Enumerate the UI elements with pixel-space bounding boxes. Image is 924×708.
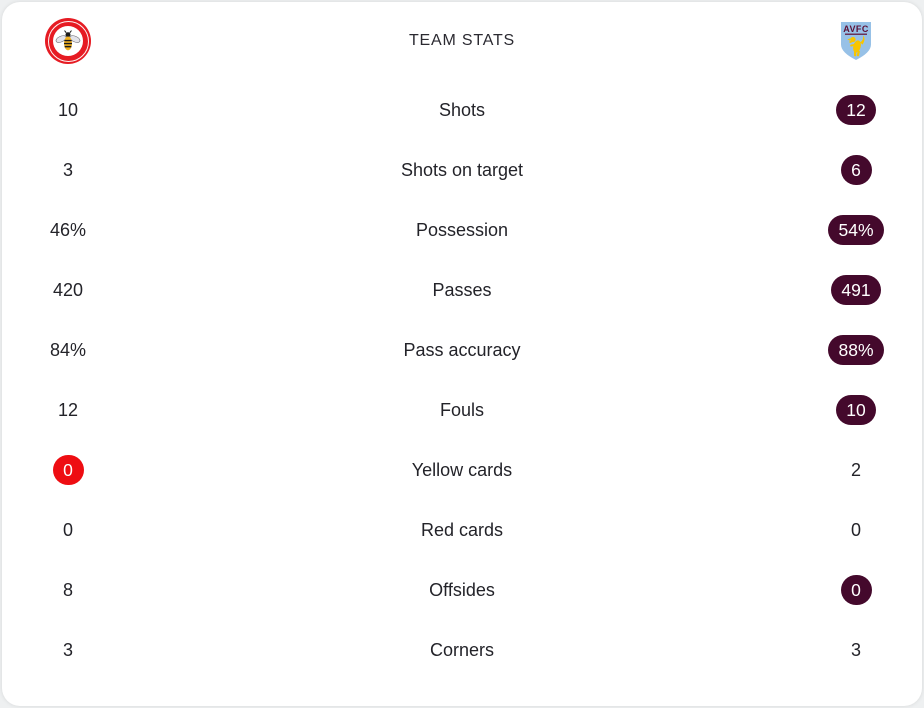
away-value: 491 <box>831 275 880 305</box>
home-badge-cell <box>2 18 134 64</box>
home-value: 8 <box>62 579 73 600</box>
home-value: 10 <box>57 99 79 120</box>
stat-row <box>2 440 922 500</box>
stat-label: Shots <box>438 99 486 120</box>
stat-row <box>2 380 922 440</box>
away-badge-cell <box>790 21 922 61</box>
stat-label: Yellow cards <box>411 459 513 480</box>
home-value: 0 <box>62 519 73 540</box>
stat-label: Fouls <box>439 399 484 420</box>
stat-label: Red cards <box>420 519 504 540</box>
bee-icon <box>53 26 83 56</box>
stat-label: Passes <box>432 279 492 300</box>
page-title: TEAM STATS <box>408 32 516 49</box>
away-value: 0 <box>841 575 872 605</box>
home-value: 420 <box>52 279 84 300</box>
away-value: 6 <box>841 155 872 185</box>
stats-header <box>2 2 922 80</box>
stat-label: Offsides <box>429 579 495 600</box>
stat-row <box>2 80 922 140</box>
stat-label: Shots on target <box>400 159 524 180</box>
stat-label: Corners <box>429 639 495 660</box>
stats-rows <box>2 80 922 680</box>
away-value: 54% <box>828 215 883 245</box>
brentford-badge-icon[interactable] <box>45 18 91 64</box>
home-value: 84% <box>49 339 87 360</box>
aston-villa-badge-icon[interactable] <box>840 21 872 61</box>
home-value: 12 <box>57 399 79 420</box>
away-value: 10 <box>836 395 875 425</box>
away-value: 88% <box>828 335 883 365</box>
home-value: 3 <box>62 159 73 180</box>
team-stats-card <box>2 2 922 706</box>
away-value: 3 <box>850 639 861 660</box>
home-value: 0 <box>53 455 84 485</box>
away-value: 2 <box>850 459 861 480</box>
stat-label: Possession <box>415 219 509 240</box>
stat-row <box>2 620 922 680</box>
avfc-text: AVFC <box>843 24 869 34</box>
stat-row <box>2 200 922 260</box>
stat-label: Pass accuracy <box>403 339 521 360</box>
away-value: 0 <box>850 519 861 540</box>
stat-row <box>2 560 922 620</box>
away-value: 12 <box>836 95 875 125</box>
home-value: 3 <box>62 639 73 660</box>
stat-row <box>2 140 922 200</box>
stat-row <box>2 260 922 320</box>
home-value: 46% <box>49 219 87 240</box>
stat-row <box>2 320 922 380</box>
stat-row <box>2 500 922 560</box>
